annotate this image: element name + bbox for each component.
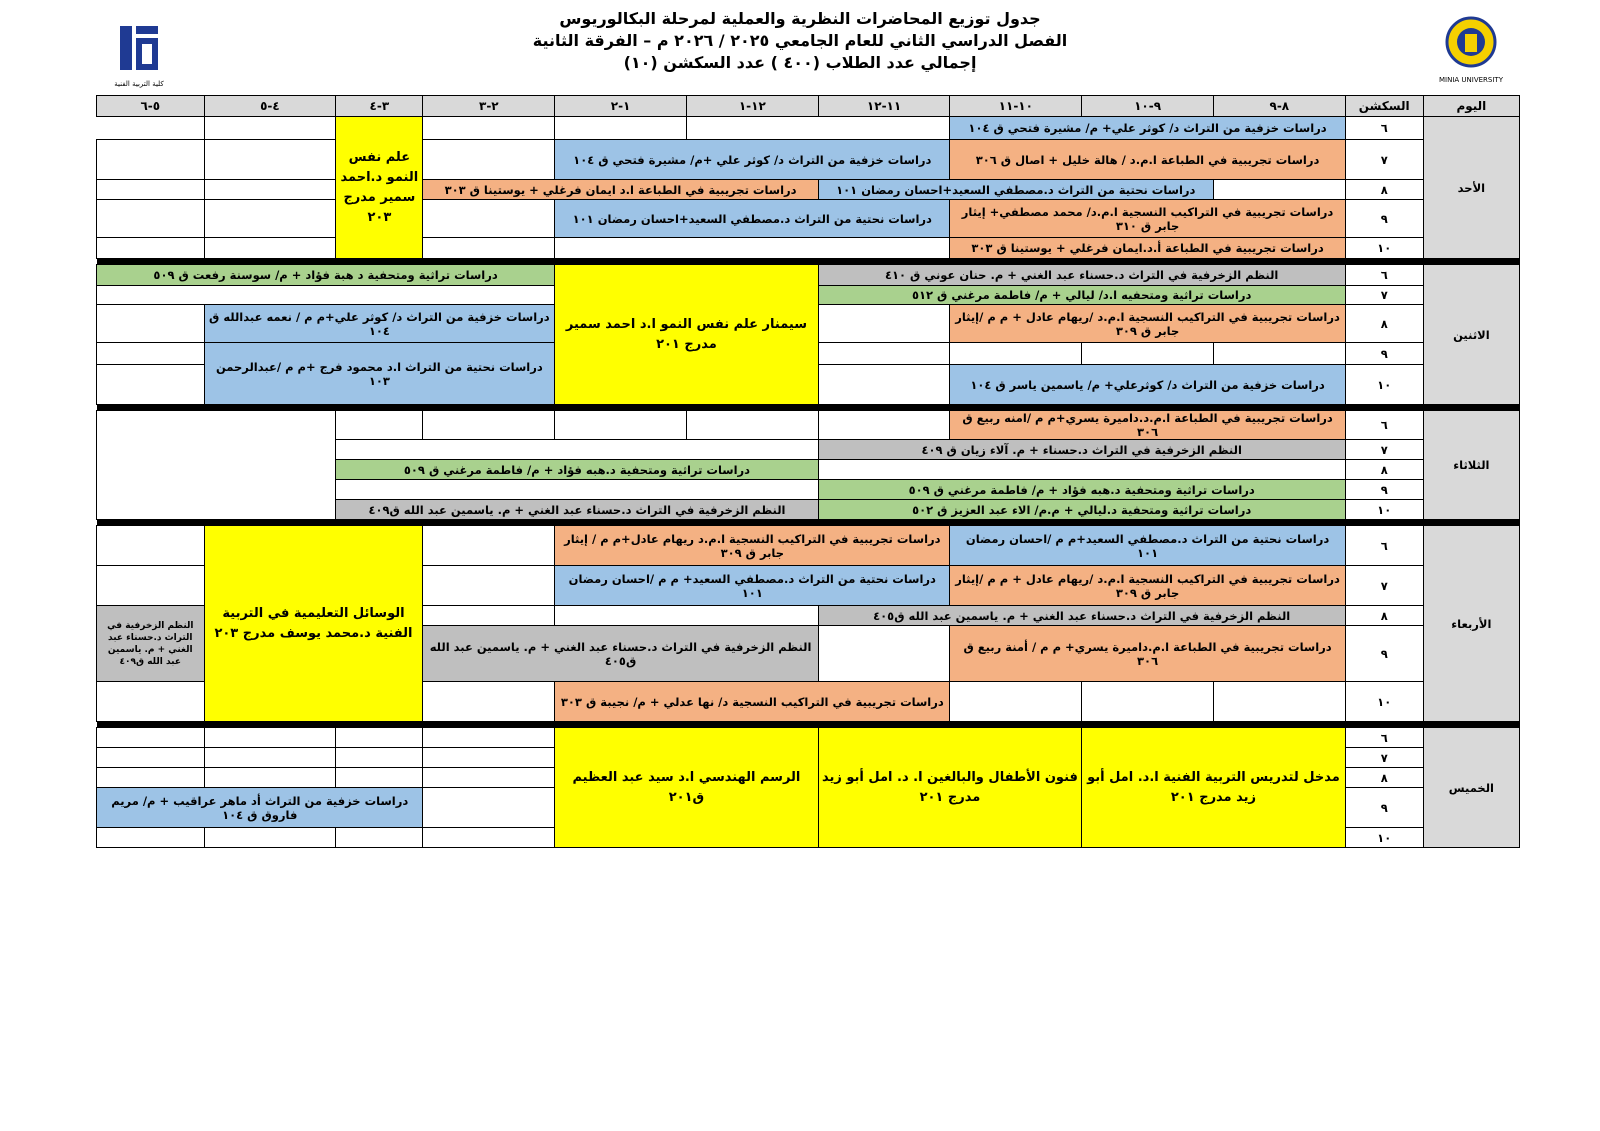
section-number: ٨ [1345, 606, 1423, 626]
header-subtitle: الفصل الدراسي الثاني للعام الجامعي ٢٠٢٥ / ٢٠٢٦ م – الفرقة الثانية [532, 31, 1068, 50]
empty-cell [97, 411, 336, 520]
empty-cell [97, 343, 205, 365]
session-cell: دراسات تجريبية في التراكيب النسجية ا.م.د /ريهام عادل + م م /إيثار جابر ق ٣٠٩ [950, 566, 1345, 606]
empty-cell [97, 768, 205, 788]
empty-cell [686, 117, 950, 140]
empty-cell [97, 526, 205, 566]
empty-cell [1213, 343, 1345, 365]
faculty-logo-caption: كلية التربية الفنية [114, 80, 164, 88]
empty-cell [97, 728, 205, 748]
university-logo-caption: MINIA UNIVERSITY [1439, 76, 1503, 84]
day-thursday: الخميس [1423, 728, 1519, 848]
table-row [97, 238, 1520, 259]
session-cell: دراسات تجريبية في الطباعة ا.م.د.داميرة يسري+م م /امنه ربيع ق ٣٠٦ [950, 411, 1345, 440]
empty-cell [97, 286, 555, 305]
session-cell: دراسات تراثية ومتحفية د.هبه فؤاد + م/ فاطمة مرغني ق ٥٠٩ [336, 460, 818, 480]
session-cell: دراسات خزفية من التراث د/ كوثر علي+ م/ مشيرة فتحي ق ١٠٤ [950, 117, 1345, 140]
session-cell: النظم الزخرفية في التراث د.حسناء عبد الغني + م. ياسمين عبد الله ق٤٠٩ [97, 606, 205, 682]
empty-cell [97, 200, 205, 238]
session-cell: النظم الزخرفية في التراث د.حسناء عبد الغني + م. حنان عوني ق ٤١٠ [818, 265, 1345, 286]
header-time-slot: ٣-٤ [336, 96, 423, 117]
session-cell: دراسات نحتية من التراث د.مصطفي السعيد+ م م /احسان رمضان ١٠١ [555, 566, 950, 606]
session-cell: دراسات تجريبية في الطباعة ا.م.داميرة يسري+ م م / أمنة ربيع ق ٣٠٦ [950, 626, 1345, 682]
empty-cell [686, 411, 818, 440]
header-time-slot: ١-٢ [555, 96, 687, 117]
session-cell: النظم الزخرفية في التراث د.حسناء + م. آلاء زيان ق ٤٠٩ [818, 440, 1345, 460]
session-cell: دراسات تجريبية في الطباعة ا.د ايمان فرغلي + يوستينا ق ٣٠٣ [423, 180, 818, 200]
session-cell: دراسات تجريبية في التراكيب النسجية ا.م.د/ محمد مصطفي+ إيثار جابر ق ٣١٠ [950, 200, 1345, 238]
section-number: ٧ [1345, 748, 1423, 768]
empty-cell [97, 566, 205, 606]
section-number: ٦ [1345, 728, 1423, 748]
session-cell: النظم الزخرفية في التراث د.حسناء عبد الغني + م. ياسمين عبد الله ق٤٠٥ [818, 606, 1345, 626]
empty-cell [204, 768, 336, 788]
section-number: ٦ [1345, 526, 1423, 566]
table-row [97, 265, 1520, 286]
session-cell: دراسات خزفية من التراث د/ كوثر علي +م/ مشيرة فتحي ق ١٠٤ [555, 140, 950, 180]
session-cell: دراسات نحتية من التراث ا.د محمود فرج +م م /عبدالرحمن ١٠٣ [204, 343, 555, 405]
section-number: ٦ [1345, 117, 1423, 140]
header-day: اليوم [1423, 96, 1519, 117]
session-cell: دراسات تجريبية في الطباعة أ.د.ايمان فرغلي + يوستينا ق ٣٠٣ [950, 238, 1345, 259]
lecture-cell: الوسائل التعليمية في التربية الفنية د.محمد يوسف مدرج ٢٠٣ [204, 526, 423, 722]
empty-cell [97, 748, 205, 768]
empty-cell [97, 140, 205, 180]
empty-cell [204, 200, 336, 238]
empty-cell [336, 748, 423, 768]
empty-cell [1213, 682, 1345, 722]
session-cell: دراسات تراثية ومتحفيه ا.د/ ليالي + م/ فاطمة مرغني ق ٥١٢ [818, 286, 1345, 305]
lecture-cell: سيمنار علم نفس النمو ا.د احمد سمير مدرج ٢٠١ [555, 265, 819, 405]
session-cell: دراسات خزفية من التراث د/ كوثرعلي+ م/ ياسمين ياسر ق ١٠٤ [950, 365, 1345, 405]
empty-cell [423, 828, 555, 848]
table-row [97, 526, 1520, 566]
empty-cell [423, 117, 555, 140]
lecture-cell: علم نفس النمو د.احمد سمير مدرج ٢٠٣ [336, 117, 423, 259]
section-number: ٩ [1345, 480, 1423, 500]
session-cell: النظم الزخرفية في التراث د.حسناء عبد الغني + م. ياسمين عبد الله ق٤٠٩ [336, 500, 818, 520]
empty-cell [336, 768, 423, 788]
section-number: ٨ [1345, 460, 1423, 480]
session-cell: دراسات تجريبية في التراكيب النسجية ا.م.د ريهام عادل+م م / إيثار جابر ق ٣٠٩ [555, 526, 950, 566]
header-time-slot: ٤-٥ [204, 96, 336, 117]
header-time-slot: ٥-٦ [97, 96, 205, 117]
header-time-slot: ١٠-١١ [950, 96, 1082, 117]
empty-cell [423, 140, 555, 180]
table-row [97, 411, 1520, 440]
table-row [97, 200, 1520, 238]
section-number: ٩ [1345, 343, 1423, 365]
section-number: ٦ [1345, 411, 1423, 440]
day-sunday: الأحد [1423, 117, 1519, 259]
table-row [97, 728, 1520, 748]
empty-cell [97, 365, 205, 405]
empty-cell [336, 828, 423, 848]
empty-cell [423, 768, 555, 788]
header-student-count: إجمالي عدد الطلاب (٤٠٠ ) عدد السكشن (١٠) [623, 53, 977, 72]
empty-cell [1082, 343, 1214, 365]
section-number: ٧ [1345, 440, 1423, 460]
empty-cell [423, 526, 555, 566]
table-row [97, 117, 1520, 140]
empty-cell [555, 238, 950, 259]
section-number: ٩ [1345, 788, 1423, 828]
university-logo-icon [1438, 16, 1504, 72]
session-cell: دراسات نحتية من التراث د.مصطفي السعيد+م م /احسان رمضان ١٠١ [950, 526, 1345, 566]
day-wednesday: الأربعاء [1423, 526, 1519, 722]
section-number: ٧ [1345, 286, 1423, 305]
table-row [97, 140, 1520, 180]
empty-cell [204, 238, 336, 259]
document-header [0, 8, 1600, 74]
empty-cell [818, 343, 950, 365]
empty-cell [423, 606, 555, 626]
header-time-slot: ٢-٣ [423, 96, 555, 117]
lecture-cell: مدخل لتدريس التربية الفنية ا.د. امل أبو زيد مدرج ٢٠١ [1082, 728, 1346, 848]
header-time-slot: ١١-١٢ [818, 96, 950, 117]
empty-cell [423, 728, 555, 748]
empty-cell [336, 411, 423, 440]
empty-cell [555, 117, 687, 140]
empty-cell [204, 748, 336, 768]
empty-cell [423, 748, 555, 768]
empty-cell [97, 305, 205, 343]
session-cell: دراسات تجريبية في التراكيب النسجية ا.م.د /ريهام عادل + م م /إيثار جابر ق ٣٠٩ [950, 305, 1345, 343]
empty-cell [423, 411, 555, 440]
header-title: جدول توزيع المحاضرات النظرية والعملية لمرحلة البكالوريوس [559, 9, 1041, 28]
faculty-logo [112, 22, 166, 86]
section-number: ٩ [1345, 626, 1423, 682]
schedule-table [96, 95, 1520, 848]
session-cell: دراسات تراثية ومتحفية د هبة فؤاد + م/ سوسنة رفعت ق ٥٠٩ [97, 265, 555, 286]
empty-cell [818, 411, 950, 440]
empty-cell [204, 180, 336, 200]
section-number: ٨ [1345, 180, 1423, 200]
empty-cell [204, 140, 336, 180]
empty-cell [555, 411, 687, 440]
empty-cell [818, 365, 950, 405]
section-number: ٧ [1345, 140, 1423, 180]
section-number: ٦ [1345, 265, 1423, 286]
session-cell: دراسات خزفية من التراث د/ كوثر علي+م م / نعمه عبدالله ق ١٠٤ [204, 305, 555, 343]
session-cell: دراسات تجريبية في التراكيب النسجية د/ نها عدلي + م/ نجيبة ق ٣٠٣ [555, 682, 950, 722]
empty-cell [423, 566, 555, 606]
header-time-slot: ٨-٩ [1213, 96, 1345, 117]
empty-cell [204, 828, 336, 848]
section-number: ١٠ [1345, 682, 1423, 722]
empty-cell [818, 626, 950, 682]
session-cell: دراسات تراثية ومتحفية د.هبه فؤاد + م/ فاطمة مرغني ق ٥٠٩ [818, 480, 1345, 500]
empty-cell [423, 200, 555, 238]
section-number: ٨ [1345, 305, 1423, 343]
empty-cell [97, 238, 205, 259]
header-time-slot: ١٢-١ [686, 96, 818, 117]
lecture-cell: الرسم الهندسي ا.د سيد عبد العظيم ق٢٠١ [555, 728, 819, 848]
empty-cell [818, 460, 1345, 480]
session-cell: النظم الزخرفية في التراث د.حسناء عبد الغني + م. ياسمين عبد الله ق٤٠٥ [423, 626, 818, 682]
session-cell: دراسات نحتية من التراث د.مصطفي السعيد+احسان رمضان ١٠١ [818, 180, 1213, 200]
session-cell: دراسات تجريبية في الطباعة ا.م.د / هالة خليل + اصال ق ٣٠٦ [950, 140, 1345, 180]
empty-cell [423, 238, 555, 259]
header-time-slot: ٩-١٠ [1082, 96, 1214, 117]
section-number: ١٠ [1345, 828, 1423, 848]
day-monday: الاثنين [1423, 265, 1519, 405]
header-section: السكشن [1345, 96, 1423, 117]
empty-cell [336, 728, 423, 748]
empty-cell [97, 180, 205, 200]
section-number: ١٠ [1345, 500, 1423, 520]
faculty-logo-icon [112, 22, 166, 76]
empty-cell [204, 117, 336, 140]
empty-cell [1082, 682, 1214, 722]
lecture-cell: فنون الأطفال والبالغين ا. د. امل أبو زيد مدرج ٢٠١ [818, 728, 1082, 848]
empty-cell [97, 828, 205, 848]
section-number: ٨ [1345, 768, 1423, 788]
day-tuesday: الثلاثاء [1423, 411, 1519, 520]
table-row [97, 180, 1520, 200]
university-logo [1438, 16, 1504, 82]
section-number: ١٠ [1345, 365, 1423, 405]
empty-cell [818, 305, 950, 343]
session-cell: دراسات تراثية ومتحفية د.ليالي + م.م/ الاء عبد العزيز ق ٥٠٢ [818, 500, 1345, 520]
empty-cell [1213, 180, 1345, 200]
empty-cell [97, 682, 205, 722]
empty-cell [336, 440, 818, 460]
table-header-row [97, 96, 1520, 117]
session-cell: دراسات خزفية من التراث أد ماهر عراقيب + م/ مريم فاروق ق ١٠٤ [97, 788, 423, 828]
empty-cell [555, 606, 819, 626]
empty-cell [950, 682, 1082, 722]
empty-cell [423, 788, 555, 828]
section-number: ١٠ [1345, 238, 1423, 259]
empty-cell [336, 480, 818, 500]
section-number: ٩ [1345, 200, 1423, 238]
section-number: ٧ [1345, 566, 1423, 606]
empty-cell [204, 728, 336, 748]
empty-cell [423, 682, 555, 722]
empty-cell [950, 343, 1082, 365]
session-cell: دراسات نحتية من التراث د.مصطفي السعيد+احسان رمضان ١٠١ [555, 200, 950, 238]
